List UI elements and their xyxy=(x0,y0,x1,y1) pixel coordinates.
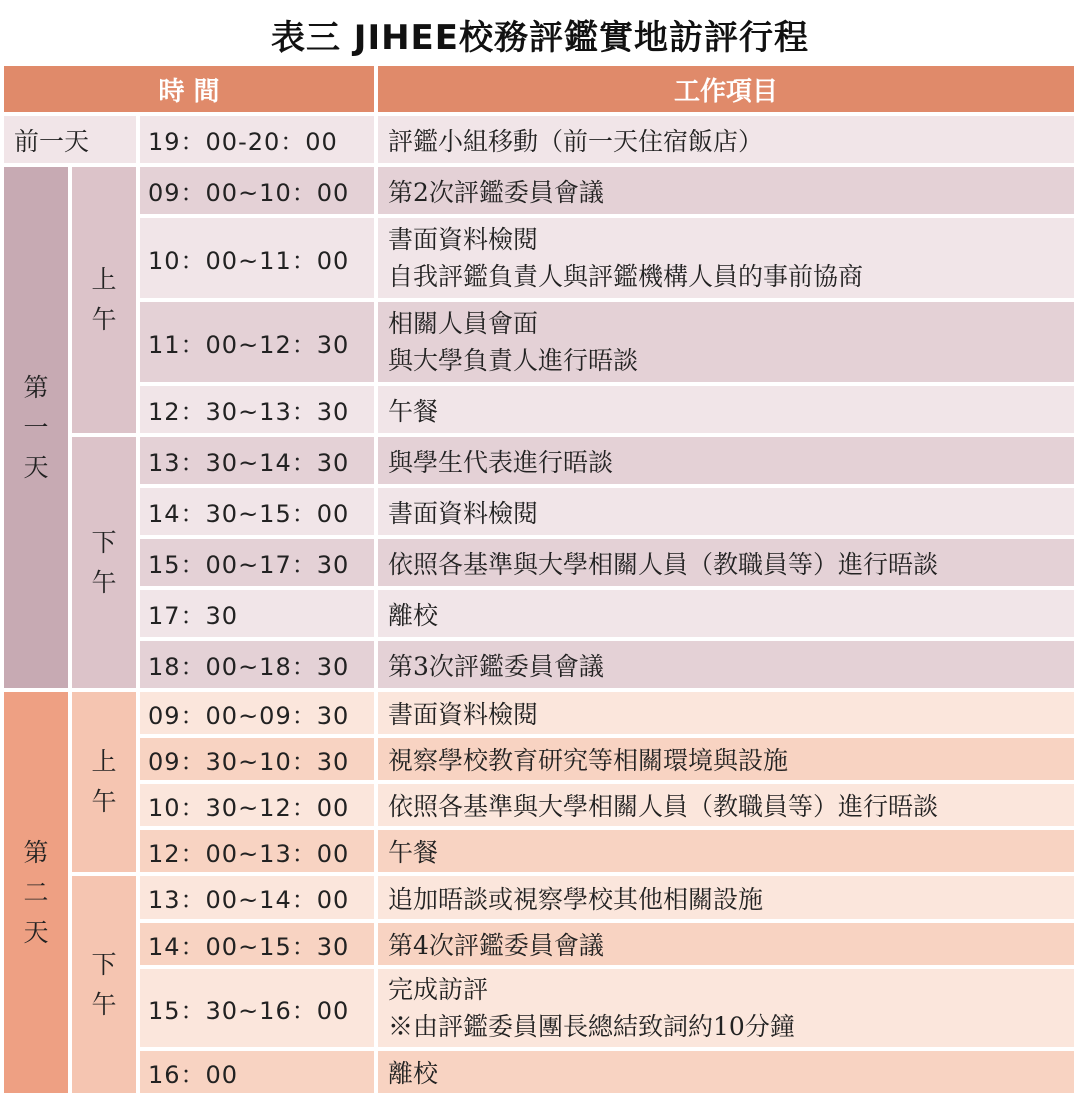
day1-item-5 xyxy=(378,488,1074,535)
table-title: 表三 JIHEE校務評鑑實地訪評行程 xyxy=(270,18,810,58)
day1-am-text: 上 午 xyxy=(91,265,117,334)
day2-item-line: 書面資料檢閱 xyxy=(388,700,539,729)
day2-time-5: 14：00~15：30 xyxy=(140,923,374,965)
day2-time-0: 09：00~09：30 xyxy=(140,692,374,734)
day1-time-7: 17：30 xyxy=(140,590,374,637)
day1-item-line: 午餐 xyxy=(388,396,439,426)
day1-item-2 xyxy=(378,302,1074,382)
day1-label xyxy=(4,167,68,688)
pre-day-time: 19：00-20：00 xyxy=(140,116,374,163)
day1-time-6: 15：00~17：30 xyxy=(140,539,374,586)
day2-item-4 xyxy=(378,876,1074,919)
day2-item-0 xyxy=(378,692,1074,734)
day1-time-2: 11：00~12：30 xyxy=(140,302,374,382)
day2-item-line: 午餐 xyxy=(388,838,439,867)
day1-item-line: 書面資料檢閱 xyxy=(388,225,539,254)
header-item: 工作項目 xyxy=(378,66,1074,112)
day1-am-label xyxy=(72,167,136,433)
day1-item-line: 依照各基準與大學相關人員（教職員等）進行晤談 xyxy=(388,549,939,579)
day2-time-6: 15：30~16：00 xyxy=(140,969,374,1047)
day2-item-line: 離校 xyxy=(388,1059,439,1088)
day1-time-0: 09：00~10：00 xyxy=(140,167,374,214)
day1-item-line: 與學生代表進行晤談 xyxy=(388,447,614,477)
day1-item-line: 離校 xyxy=(388,600,439,630)
day1-pm-text: 下 午 xyxy=(91,527,117,597)
pre-day-label: 前一天 xyxy=(4,116,136,163)
pre-day-item: 評鑑小組移動（前一天住宿飯店） xyxy=(378,116,1074,163)
day2-time-3: 12：00~13：00 xyxy=(140,830,374,872)
schedule-table xyxy=(4,66,1076,1093)
day1-item-6 xyxy=(378,539,1074,586)
day1-item-line: 第2次評鑑委員會議 xyxy=(388,177,604,207)
day2-item-line: 第4次評鑑委員會議 xyxy=(388,931,604,960)
day2-item-5 xyxy=(378,923,1074,965)
day2-item-line: 追加晤談或視察學校其他相關設施 xyxy=(388,884,764,914)
day1-time-4: 13：30~14：30 xyxy=(140,437,374,484)
day2-item-line: ※由評鑑委員團長總結致詞約10分鐘 xyxy=(388,1012,795,1041)
day2-item-7 xyxy=(378,1051,1074,1093)
day2-time-4: 13：00~14：00 xyxy=(140,876,374,919)
day2-pm-label xyxy=(72,876,136,1093)
day1-time-1: 10：00~11：00 xyxy=(140,218,374,298)
day1-item-line: 第3次評鑑委員會議 xyxy=(388,651,604,681)
day2-time-2: 10：30~12：00 xyxy=(140,784,374,826)
day2-item-1 xyxy=(378,738,1074,780)
day1-item-0 xyxy=(378,167,1074,214)
day2-label xyxy=(4,692,68,1093)
day2-item-line: 依照各基準與大學相關人員（教職員等）進行晤談 xyxy=(388,792,939,821)
day2-item-line: 視察學校教育研究等相關環境與設施 xyxy=(388,746,789,775)
day2-time-7: 16：00 xyxy=(140,1051,374,1093)
day1-item-7 xyxy=(378,590,1074,637)
day1-item-1 xyxy=(378,218,1074,298)
day1-item-line: 與大學負責人進行晤談 xyxy=(388,346,639,375)
day1-item-line: 書面資料檢閱 xyxy=(388,498,539,528)
day1-pm-label xyxy=(72,437,136,688)
day2-item-6 xyxy=(378,969,1074,1047)
day2-am-label xyxy=(72,692,136,872)
day2-time-1: 09：30~10：30 xyxy=(140,738,374,780)
header-time: 時 間 xyxy=(4,66,374,112)
day1-label-text: 第 一 天 xyxy=(23,372,49,482)
day1-item-3 xyxy=(378,386,1074,433)
day1-item-line: 自我評鑑負責人與評鑑機構人員的事前協商 xyxy=(388,262,864,291)
day2-label-text: 第 二 天 xyxy=(23,837,49,947)
day2-pm-text: 下 午 xyxy=(91,949,117,1019)
day2-item-line: 完成訪評 xyxy=(388,975,489,1004)
day1-time-5: 14：30~15：00 xyxy=(140,488,374,535)
day2-item-3 xyxy=(378,830,1074,872)
day1-item-4 xyxy=(378,437,1074,484)
day1-item-8 xyxy=(378,641,1074,688)
day1-time-8: 18：00~18：30 xyxy=(140,641,374,688)
day1-item-line: 相關人員會面 xyxy=(388,309,539,338)
day2-am-text: 上 午 xyxy=(91,747,117,816)
day1-time-3: 12：30~13：30 xyxy=(140,386,374,433)
day2-item-2 xyxy=(378,784,1074,826)
